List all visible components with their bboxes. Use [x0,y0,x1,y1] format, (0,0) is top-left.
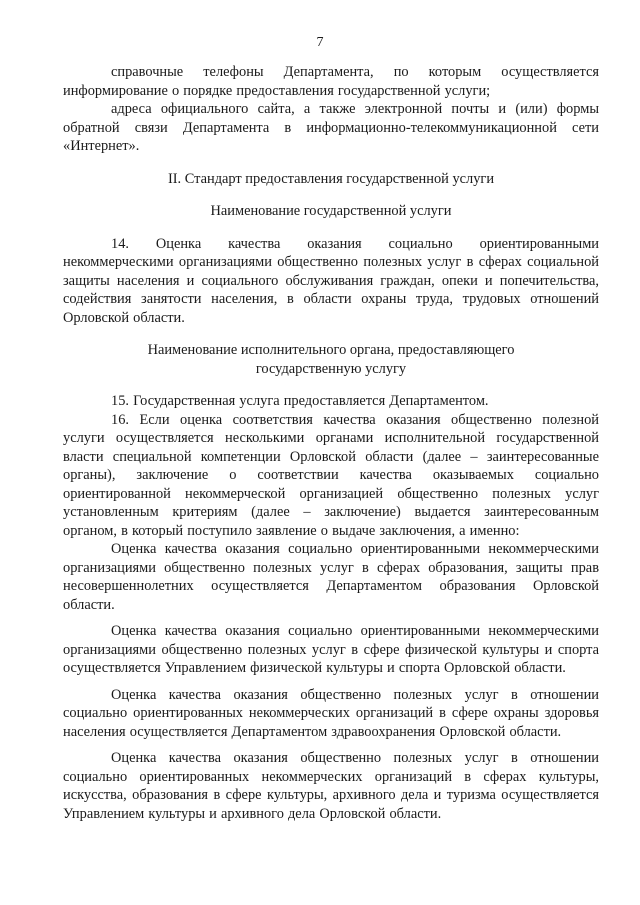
paragraph-14: 14. Оценка качества оказания социально ориентированными некоммерческими организациями общественно полезных услуг в сферах социальной защиты населения и социального обслуживания граждан, опеки и попечительства, содействия занятости населения, в области охраны труда, трудовых отношений Орловской области. [63,235,599,326]
subheading-organ-line-2: государственную услугу [255,360,407,377]
paragraph-education: Оценка качества оказания социально ориентированными некоммерческими организациями общественно полезных услуг в сферах образования, защиты прав несовершеннолетних осуществляется Департаментом образования Орловской области. [63,541,599,613]
paragraph-health: Оценка качества оказания общественно полезных услуг в отношении социально ориентированных некоммерческих организаций в сфере охраны здоровья населения осуществляется Департаментом здравоохранения Орловской области. [63,686,599,740]
subheading-service-name: Наименование государственной услуги [210,203,452,219]
paragraph-culture: Оценка качества оказания общественно полезных услуг в отношении социально ориентированных некоммерческих организаций в сферах культуры, искусства, образования в сфере культуры, архивного дела и туризма осуществляется Управлением культуры и архивного дела Орловской области. [63,750,599,822]
document-body [63,63,599,823]
paragraph-phones: справочные телефоны Департамента, по которым осуществляется информирование о порядке предоставления государственной услуги; [63,64,599,99]
paragraph-sport: Оценка качества оказания социально ориентированными некоммерческими организациями общественно полезных услуг в сфере физической культуры и спорта осуществляется Управлением физической культуры и спорта Орловской области. [63,623,599,676]
subheading-organ-line-1: Наименование исполнительного органа, предоставляющего [147,342,515,358]
paragraph-website: адреса официального сайта, а также электронной почты и (или) формы обратной связи Департамента в информационно-телекоммуникационной сети «Интернет». [63,101,599,154]
page-number: 7 [316,35,324,50]
section-heading: II. Стандарт предоставления государственной услуги [167,170,495,187]
paragraph-15: 15. Государственная услуга предоставляется Департаментом. [111,393,489,409]
paragraph-16: 16. Если оценка соответствия качества оказания общественно полезной услуги осуществляется несколькими органами исполнительной государственной власти специальной компетенции Орловской области (далее – заинтересованные органы), заключение о соответствии качества оказываемых социально ориентированной некоммерческой организацией общественно полезных услуг установленным критериям (далее – заключение) выдается заинтересованным органом, в который поступило заявление о выдаче заключения, а именно: [63,411,599,539]
